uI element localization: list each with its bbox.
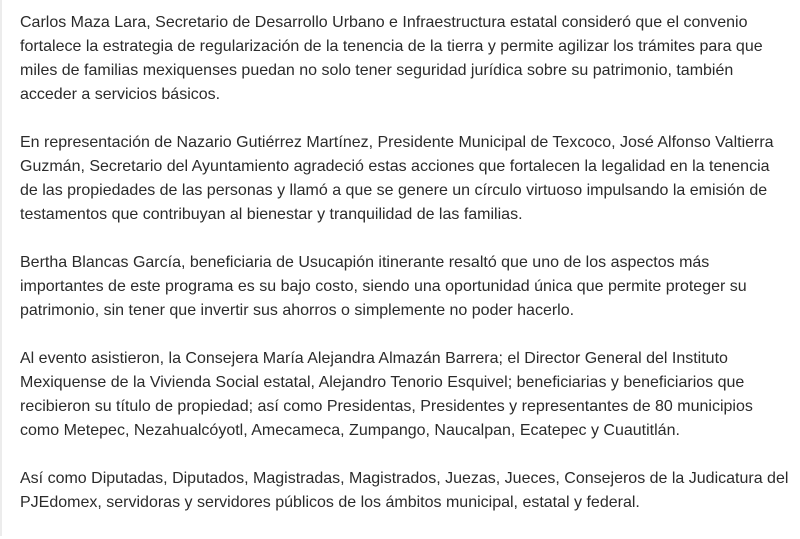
paragraph-beneficiaria: Bertha Blancas García, beneficiaria de Usucapión itinerante resaltó que uno de los aspectos más importantes de este programa es su bajo costo, siendo una oportunidad única que permite proteger su patrimonio, sin tener que invertir sus ahorros o simplemente no poder hacerlo. <box>20 254 747 319</box>
page-left-border <box>0 0 2 536</box>
paragraph-asistentes: Al evento asistieron, la Consejera María Alejandra Almazán Barrera; el Director General del Instituto Mexiquense de la Vivienda Social estatal, Alejandro Tenorio Esquivel; beneficiarias y beneficiarios que recibieron su título de propiedad; así como Presidentas, Presidentes y representantes de 80 municipios como Metepec, Nezahualcóyotl, Amecameca, Zumpango, Naucalpan, Ecatepec y Cuautitlán. <box>20 350 753 439</box>
paragraph-maza-lara: Carlos Maza Lara, Secretario de Desarrollo Urbano e Infraestructura estatal consideró que el convenio fortalece la estrategia de regularización de la tenencia de la tierra y permite agilizar los trámites para que miles de familias mexiquenses puedan no solo tener seguridad jurídica sobre su patrimonio, también acceder a servicios básicos. <box>20 14 763 103</box>
article-body <box>20 11 790 539</box>
paragraph-texcoco: En representación de Nazario Gutiérrez Martínez, Presidente Municipal de Texcoco, José Alfonso Valtierra Guzmán, Secretario del Ayuntamiento agradeció estas acciones que fortalecen la legalidad en la tenencia de las propiedades de las personas y llamó a que se genere un círculo virtuoso impulsando la emisión de testamentos que contribuyan al bienestar y tranquilidad de las familias. <box>20 134 774 223</box>
paragraph-judicatura: Así como Diputadas, Diputados, Magistradas, Magistrados, Juezas, Jueces, Consejeros de la Judicatura del PJEdomex, servidoras y servidores públicos de los ámbitos municipal, estatal y federal. <box>20 470 789 511</box>
